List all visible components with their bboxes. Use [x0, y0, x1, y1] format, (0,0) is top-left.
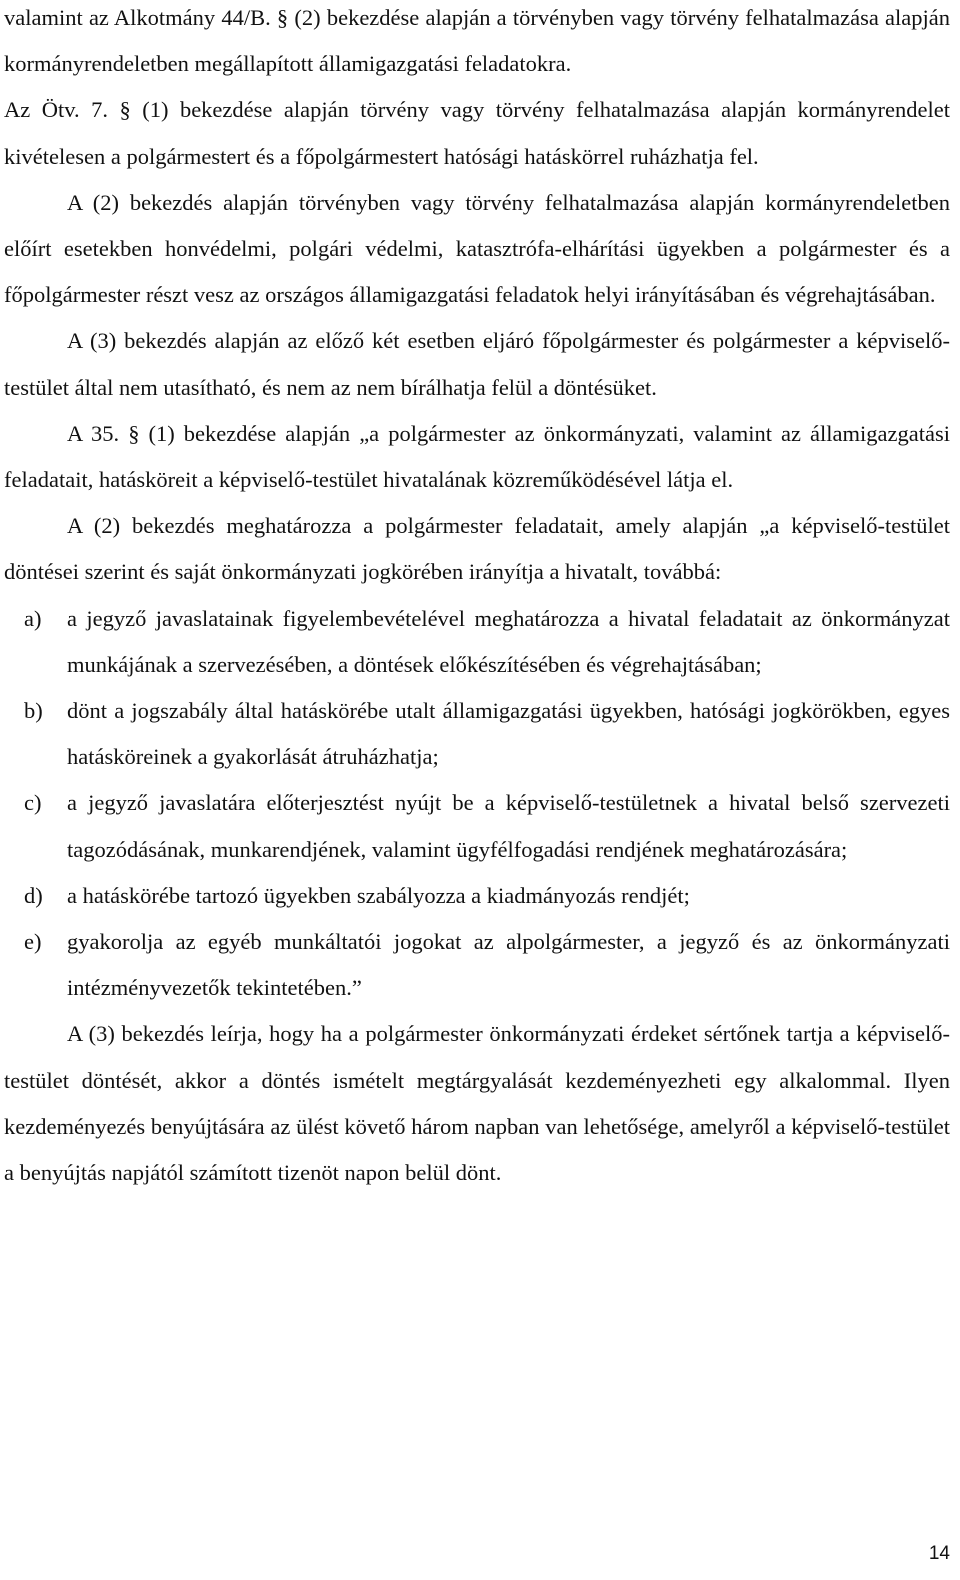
list-marker: b)	[24, 698, 43, 724]
list-marker: e)	[24, 929, 42, 955]
list-marker: a)	[24, 605, 42, 631]
list-item-text: a jegyző javaslatára előterjesztést nyújt be a képviselő-testületnek a hivatal belső szervezeti tagozódásának, munkarendjének, valamint ügyfélfogadási rendjének meghatározására;	[67, 790, 950, 862]
list-item	[4, 780, 950, 872]
list-item	[4, 688, 950, 780]
list-item	[4, 873, 950, 919]
paragraph-bekezdes-3: A (3) bekezdés alapján az előző két esetben eljáró főpolgármester és polgármester a képviselő-testület által nem utasítható, és nem az nem bírálhatja felül a döntésüket.	[4, 328, 950, 400]
list-item	[4, 919, 950, 1011]
list-item	[4, 596, 950, 688]
list-marker: c)	[24, 790, 42, 816]
duties-list	[4, 596, 950, 1012]
list-item-text: gyakorolja az egyéb munkáltatói jogokat az alpolgármester, a jegyző és az önkormányzati intézményvezetők tekintetében.”	[67, 929, 950, 1001]
paragraph-continuation: valamint az Alkotmány 44/B. § (2) bekezdése alapján a törvényben vagy törvény felhatalmazása alapján kormányrendeletben megállapított államigazgatási feladatokra.	[4, 5, 950, 77]
paragraph-bekezdes-2: A (2) bekezdés alapján törvényben vagy törvény felhatalmazása alapján kormányrendeletben előírt esetekben honvédelmi, polgári védelmi, katasztrófa-elhárítási ügyekben a polgármester és a főpolgármester részt vesz az országos államigazgatási feladatok helyi irányításában és végrehajtásában.	[4, 189, 950, 308]
list-marker: d)	[24, 882, 43, 908]
page-number: 14	[928, 1543, 950, 1564]
list-item-text: a hatáskörébe tartozó ügyekben szabályozza a kiadmányozás rendjét;	[67, 882, 690, 908]
paragraph-bekezdes-3-closing: A (3) bekezdés leírja, hogy ha a polgármester önkormányzati érdeket sértőnek tartja a képviselő-testület döntését, akkor a döntés ismételt megtárgyalását kezdeményezheti egy alkalommal. Ilyen kezdeményezés benyújtására az ülést követő három napban van lehetősége, amelyről a képviselő-testület a benyújtás napjától számított tizenöt napon belül dönt.	[4, 1021, 950, 1186]
paragraph-otv-7: Az Ötv. 7. § (1) bekezdése alapján törvény vagy törvény felhatalmazása alapján kormányrendelet kivételesen a polgármestert és a főpolgármestert hatósági hatáskörrel ruházhatja fel.	[4, 97, 950, 169]
paragraph-35-2: A (2) bekezdés meghatározza a polgármester feladatait, amely alapján „a képviselő-testület döntései szerint és saját önkormányzati jogkörében irányítja a hivatalt, továbbá:	[4, 513, 950, 585]
list-item-text: dönt a jogszabály által hatáskörébe utalt államigazgatási ügyekben, hatósági jogkörökben, egyes hatásköreinek a gyakorlását átruházhatja;	[67, 698, 950, 770]
paragraph-35-1: A 35. § (1) bekezdése alapján „a polgármester az önkormányzati, valamint az államigazgatási feladatait, hatásköreit a képviselő-testület hivatalának közreműködésével látja el.	[4, 420, 950, 493]
list-item-text: a jegyző javaslatainak figyelembevételével meghatározza a hivatal feladatait az önkormányzat munkájának a szervezésében, a döntések előkészítésében és végrehajtásában;	[67, 605, 950, 677]
document-page	[4, 0, 950, 1196]
